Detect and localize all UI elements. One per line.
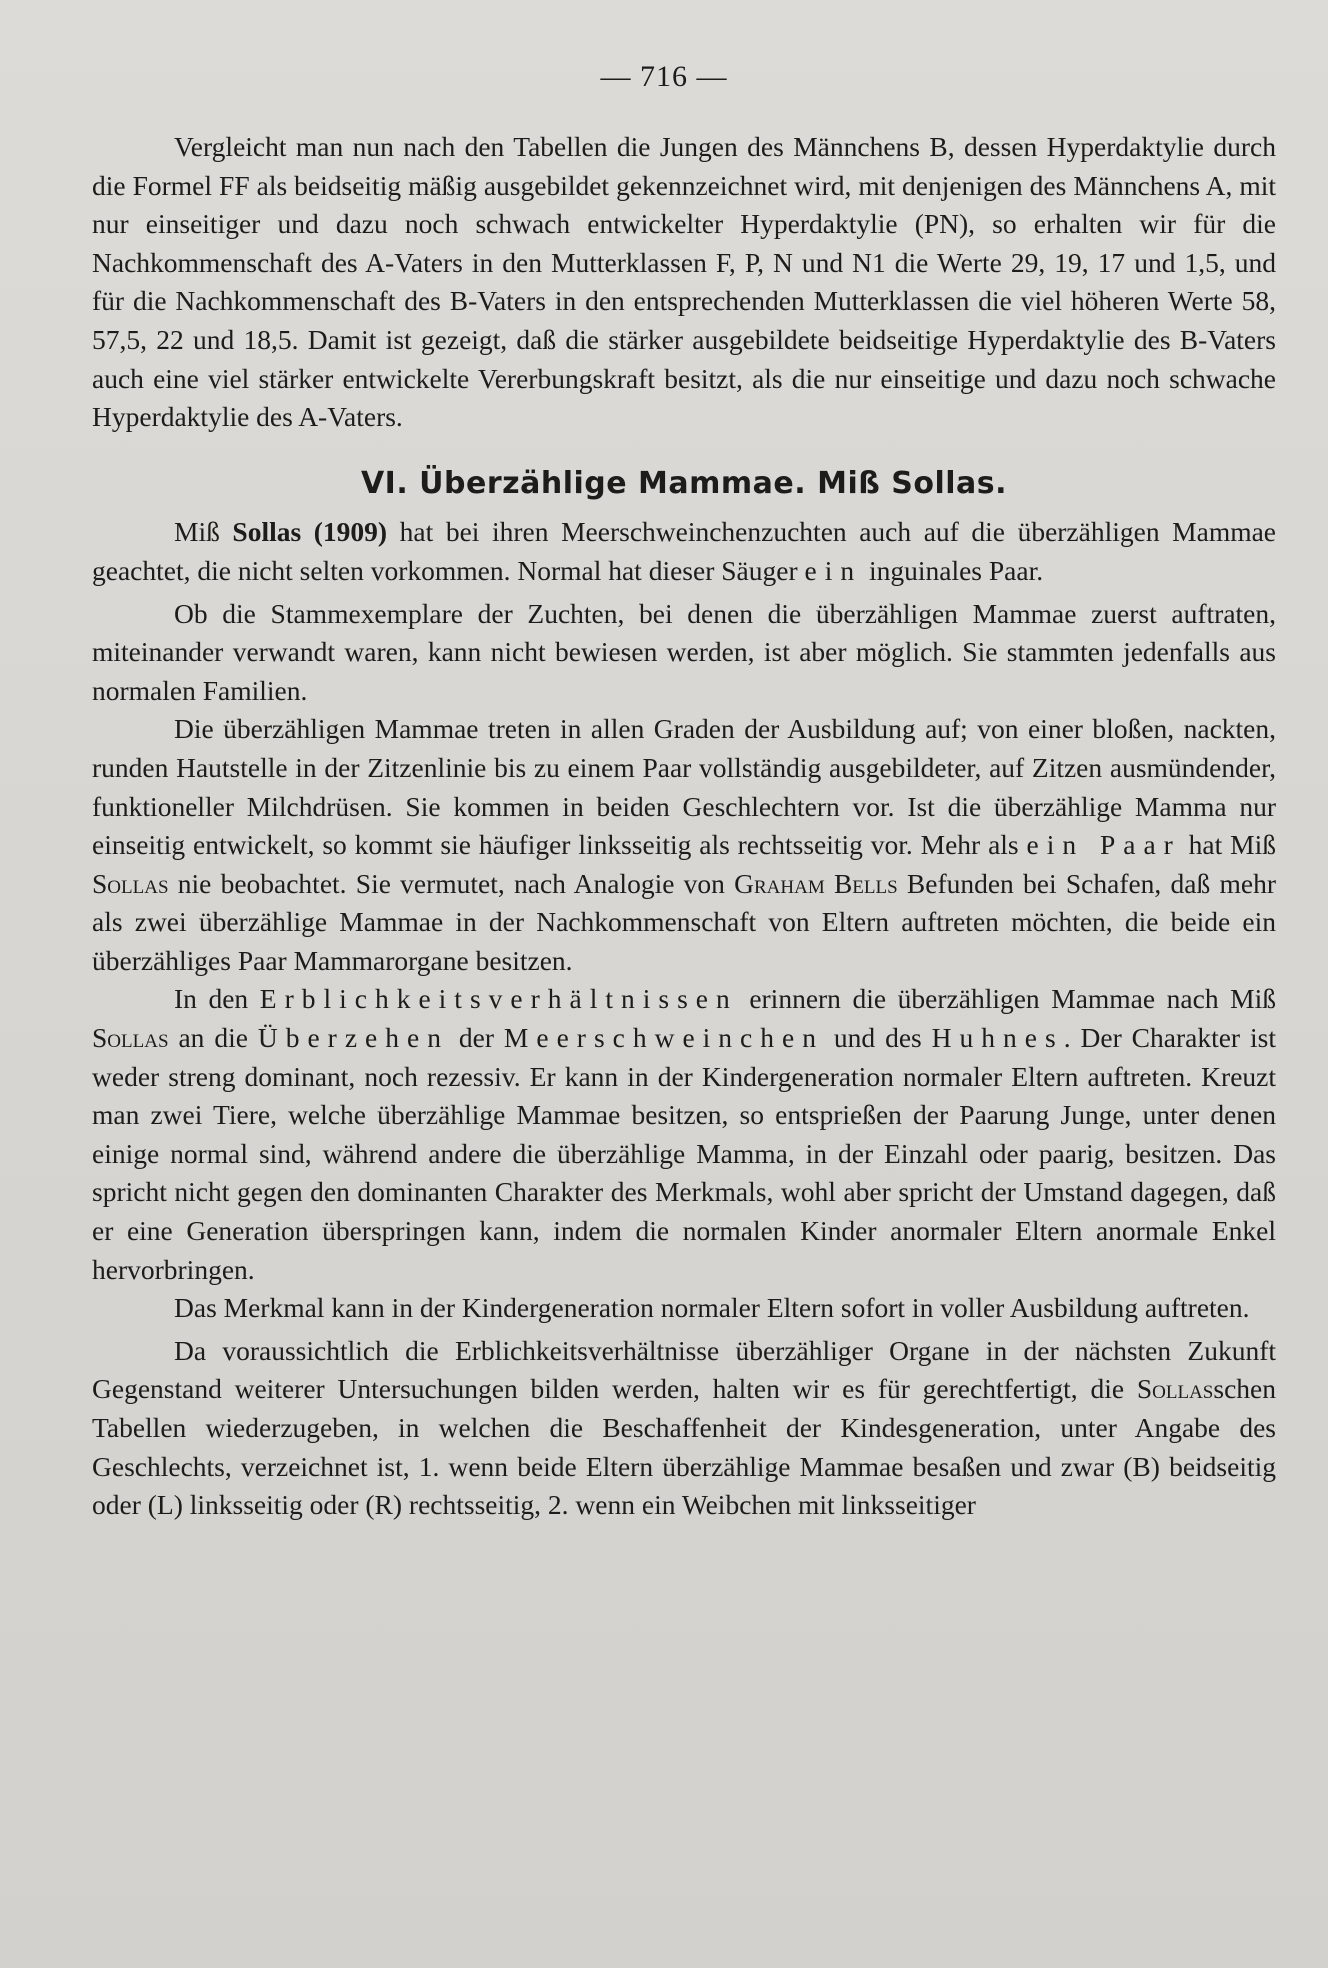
text-run: nie beobachtet. Sie vermutet, nach Analogie von <box>168 867 735 899</box>
spaced-emphasis: ein <box>804 554 863 586</box>
spaced-emphasis: Überzehen <box>257 1022 449 1054</box>
text-run: Miß <box>174 516 233 548</box>
text-run: Da voraussichtlich die Erblichkeitsverhältnisse überzähliger Organe in der nächsten Zukunft Gegenstand weiterer Untersuchungen bilden werden, halten wir es für gerechtfertigt, die <box>92 1334 1276 1405</box>
text-run: hat bei ihren Meerschweinchenzuchten auch auf die überzähligen Mammae geachtet, die nicht selten vorkommen. Normal hat dieser Säuger <box>92 516 1277 586</box>
spaced-emphasis: ein Paar <box>1026 829 1181 861</box>
text-run: . Der Charakter ist weder streng dominant, noch rezessiv. Er kann in der Kindergeneration normaler Eltern auftreten. Kreuzt man zwei Tiere, welche überzählige Mammae besitzen, so entsprießen der Paarung Junge, unter denen einige normal sind, während andere die überzählige Mamma, in der Einzahl oder paarig, besitzen. Das spricht nicht gegen den dominanten Charakter des Merkmals, wohl aber spricht der Umstand dagegen, daß er eine Generation überspringen kann, indem die normalen Kinder anormaler Eltern anormale Enkel hervorbringen. <box>92 1022 1276 1285</box>
paragraph-sollas-intro <box>92 513 1276 590</box>
text-run: In den <box>174 983 260 1015</box>
paragraph-full-expression: Das Merkmal kann in der Kindergeneration normaler Eltern sofort in voller Ausbildung auftreten. <box>174 1292 1250 1324</box>
text-run: erinnern die überzähligen Mammae nach Miß <box>737 983 1276 1015</box>
spaced-emphasis: Huhnes <box>931 1022 1064 1054</box>
text-run: an die <box>168 1022 258 1054</box>
author-citation: Sollas (1909) <box>232 516 388 548</box>
author-smallcaps: Sollas <box>92 867 169 899</box>
paragraph-grades <box>92 710 1276 980</box>
author-smallcaps: Sollas <box>92 1022 169 1054</box>
spaced-emphasis: Erblichkeitsverhältnissen <box>259 983 738 1015</box>
paragraph-heredity <box>92 980 1276 1289</box>
text-run: und des <box>823 1022 932 1054</box>
section-heading: VI. Überzählige Mammae. Miß Sollas. <box>360 465 1008 501</box>
author-smallcaps: Sollas <box>1136 1373 1214 1405</box>
text-run: der <box>448 1022 504 1054</box>
text-run: Die überzähligen Mammae treten in allen Graden der Ausbildung auf; von einer bloßen, nackten, runden Hautstelle in der Zitzenlinie bis zu einem Paar vollständig ausgebildeter, auf Zitzen ausmündender, funktioneller Milchdrüsen. Sie kommen in beiden Geschlechtern vor. Ist die überzählige Mamma nur einseitig entwickelt, so kommt sie häufiger linksseitig als rechtsseitig vor. Mehr als <box>92 713 1276 861</box>
paragraph-hyperdactyly: Vergleicht man nun nach den Tabellen die Jungen des Männchens B, dessen Hyperdaktylie durch die Formel FF als beidseitig mäßig ausgebildet gekennzeichnet wird, mit denjenigen des Männchens A, mit nur einseitiger und dazu noch schwach entwickelter Hyperdaktylie (PN), so erhalten wir für die Nachkommenschaft des A-Vaters in den Mutterklassen F, P, N und N1 die Werte 29, 19, 17 und 1,5, und für die Nachkommenschaft des B-Vaters in den entsprechenden Mutterklassen die viel höheren Werte 58, 57,5, 22 und 18,5. Damit ist gezeigt, daß die stärker ausgebildete beidseitige Hyperdaktylie des B-Vaters auch eine viel stärker entwickelte Vererbungskraft besitzt, als die nur einseitige und dazu noch schwache Hyperdaktylie des A-Vaters. <box>92 131 1276 433</box>
spaced-emphasis: Meerschweinchen <box>503 1022 824 1054</box>
text-run: hat Miß <box>1180 829 1276 861</box>
paragraph-origin: Ob die Stammexemplare der Zuchten, bei denen die überzähligen Mammae zuerst auftraten, miteinander verwandt waren, kann nicht bewiesen werden, ist aber möglich. Sie stammten jedenfalls aus normalen Familien. <box>92 597 1276 706</box>
text-run: schen Tabellen wiederzugeben, in welchen die Beschaffenheit der Kindesgeneration, unter Angabe des Geschlechts, verzeichnet ist, 1. wenn beide Eltern überzählige Mammae besaßen und zwar (B) beidseitig oder (L) linksseitig oder (R) rechtsseitig, 2. wenn ein Weibchen mit linksseitiger <box>92 1373 1276 1521</box>
author-smallcaps: Graham Bells <box>734 867 898 899</box>
text-run: Befunden bei Schafen, daß mehr als zwei überzählige Mammae in der Nachkommenschaft von Eltern auftreten möchten, die beide ein überzähliges Paar Mammarorgane besitzen. <box>92 867 1276 976</box>
page-body <box>92 128 1276 1525</box>
paragraph-tables-intro <box>92 1332 1276 1525</box>
page-number: — 716 — <box>600 60 728 93</box>
text-run: inguinales Paar. <box>862 554 1044 586</box>
